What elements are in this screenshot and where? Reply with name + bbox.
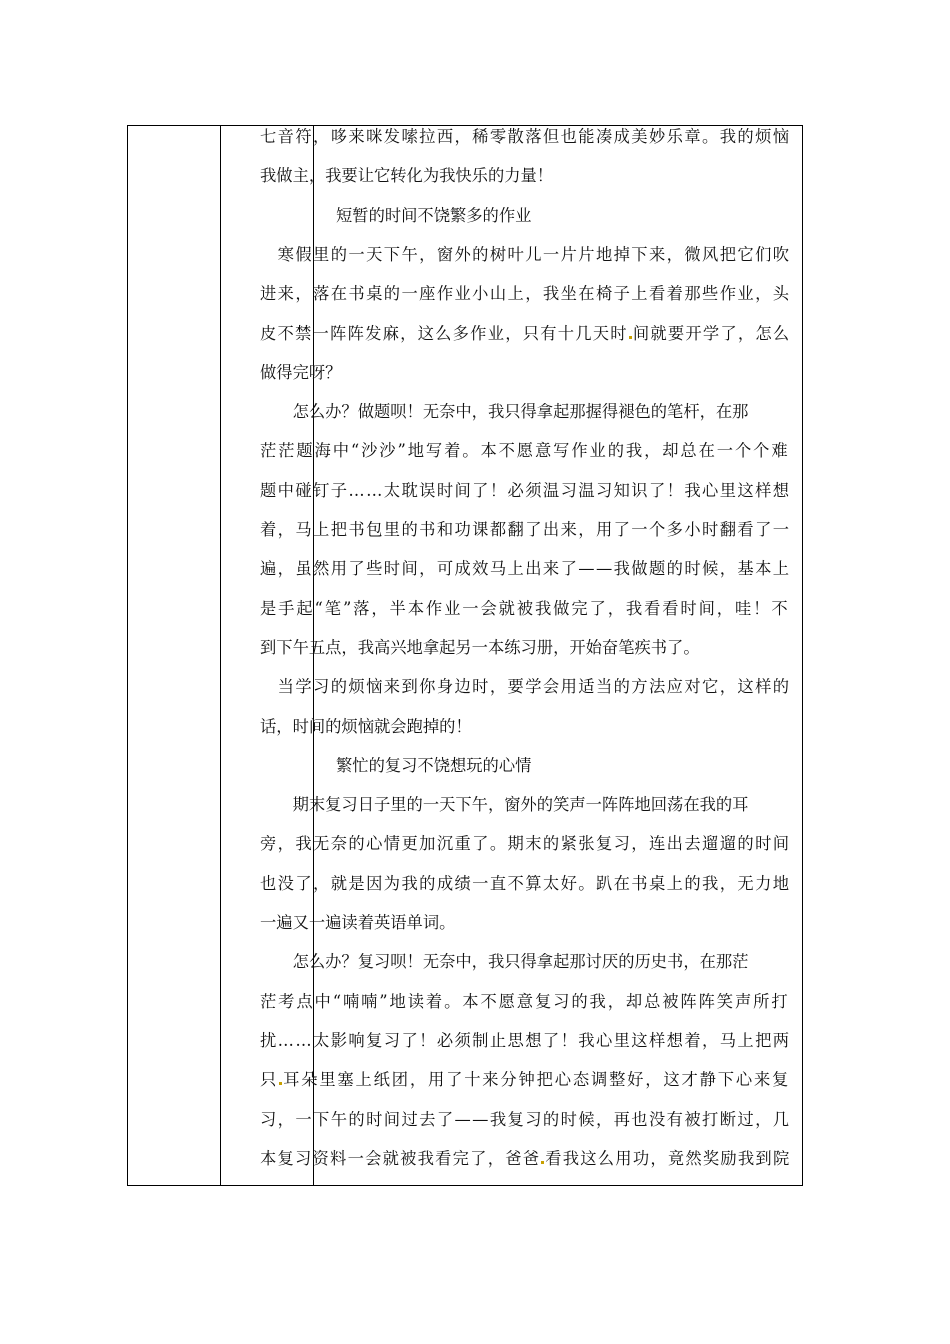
essay-text <box>260 125 794 1186</box>
text-line <box>260 156 553 196</box>
text-line-continuation: 间就要开学了，怎么 <box>632 323 791 343</box>
text-line-content: 寒假里的一天下午，窗外的树叶儿一片片地掉下来，微风把它们吹 <box>260 244 791 264</box>
section-heading <box>336 746 531 786</box>
text-line <box>260 471 790 511</box>
text-line <box>260 864 790 904</box>
text-line <box>260 431 790 471</box>
text-line <box>260 1100 790 1140</box>
text-line-content: 怎么办？做题呗！无奈中，我只得拿起那握得褪色的笔杆，在那 <box>260 402 749 422</box>
text-line-content: 皮不禁一阵阵发麻，这么多作业，只有十几天时 <box>260 323 628 343</box>
text-line-content: 只 <box>260 1070 279 1090</box>
text-line <box>260 824 790 864</box>
text-line <box>260 510 790 550</box>
text-line <box>260 982 790 1022</box>
section-heading <box>336 196 531 236</box>
text-line <box>260 314 790 354</box>
text-line-content: 当学习的烦恼来到你身边时，要学会用适当的方法应对它，这样的 <box>260 677 791 697</box>
text-line-content: 繁忙的复习不饶想玩的心情 <box>336 755 532 775</box>
text-line-content: 是手起“笔”落，半本作业一会就被我做完了，我看看时间，哇！不 <box>260 598 790 618</box>
text-line-content: 我做主，我要让它转化为我快乐的力量！ <box>260 166 554 186</box>
text-line-content: 短暂的时间不饶繁多的作业 <box>336 205 532 225</box>
text-line <box>260 549 790 589</box>
text-line <box>260 589 790 629</box>
text-line-content: 茫茫题海中“沙沙”地写着。本不愿意写作业的我，却总在一个个难 <box>260 441 790 461</box>
text-line-content: 期末复习日子里的一天下午，窗外的笑声一阵阵地回荡在我的耳 <box>260 795 749 815</box>
text-line-content: 进来，落在书桌的一座作业小山上，我坐在椅子上看着那些作业，头 <box>260 284 791 304</box>
text-line <box>260 125 790 157</box>
text-line <box>260 353 341 393</box>
text-line-content: 茫考点中“喃喃”地读着。本不愿意复习的我，却总被阵阵笑声所打 <box>260 991 790 1011</box>
text-line <box>260 785 748 825</box>
text-line-content: 话，时间的烦恼就会跑掉的！ <box>260 716 472 736</box>
text-line <box>260 942 748 982</box>
text-line-content: 也没了，就是因为我的成绩一直不算太好。趴在书桌上的我，无力地 <box>260 873 791 893</box>
highlight-mark <box>629 336 632 339</box>
text-line <box>260 667 790 707</box>
text-line <box>260 1139 790 1179</box>
text-line-content: 习，一下午的时间过去了——我复习的时候，再也没有被打断过，几 <box>260 1109 791 1129</box>
text-line-content: 怎么办？复习呗！无奈中，我只得拿起那讨厌的历史书，在那茫 <box>260 952 749 972</box>
text-line-content: 题中碰钉子……太耽误时间了！必须温习温习知识了！我心里这样想 <box>260 480 791 500</box>
text-line-content: 着，马上把书包里的书和功课都翻了出来，用了一个多小时翻看了一 <box>260 520 791 539</box>
text-line <box>260 903 455 943</box>
text-line <box>260 274 790 314</box>
text-line <box>260 628 700 668</box>
table-column-1 <box>128 126 221 1185</box>
text-line-continuation: 看我这么用功，竟然奖励我到院 <box>545 1148 791 1168</box>
highlight-mark <box>541 1161 544 1164</box>
text-line <box>260 1060 790 1100</box>
text-line <box>260 392 748 432</box>
text-line-content: 做得完呀？ <box>260 362 342 382</box>
text-line <box>260 235 790 275</box>
text-line-content: 七音符，哆来咪发嗦拉西，稀零散落但也能凑成美妙乐章。我的烦恼 <box>260 127 791 146</box>
text-line-content: 遍，虽然用了些时间，可成效马上出来了——我做题的时候，基本上 <box>260 559 791 579</box>
highlight-mark <box>279 1082 282 1085</box>
text-line-content: 扰……太影响复习了！必须制止思想了！我心里这样想着，马上把两 <box>260 1030 791 1050</box>
text-line-content: 一遍又一遍读着英语单词。 <box>260 913 456 932</box>
text-line <box>260 1021 790 1061</box>
text-line-continuation: 耳朵里塞上纸团，用了十来分钟把心态调整好，这才静下心来复 <box>283 1070 791 1090</box>
text-line-content: 到下午五点，我高兴地拿起另一本练习册，开始奋笔疾书了。 <box>260 637 700 657</box>
text-line-content: 本复习资料一会就被我看完了，爸爸 <box>260 1148 541 1168</box>
text-line <box>260 707 472 747</box>
text-line-content: 旁，我无奈的心情更加沉重了。期末的紧张复习，连出去遛遛的时间 <box>260 834 791 854</box>
